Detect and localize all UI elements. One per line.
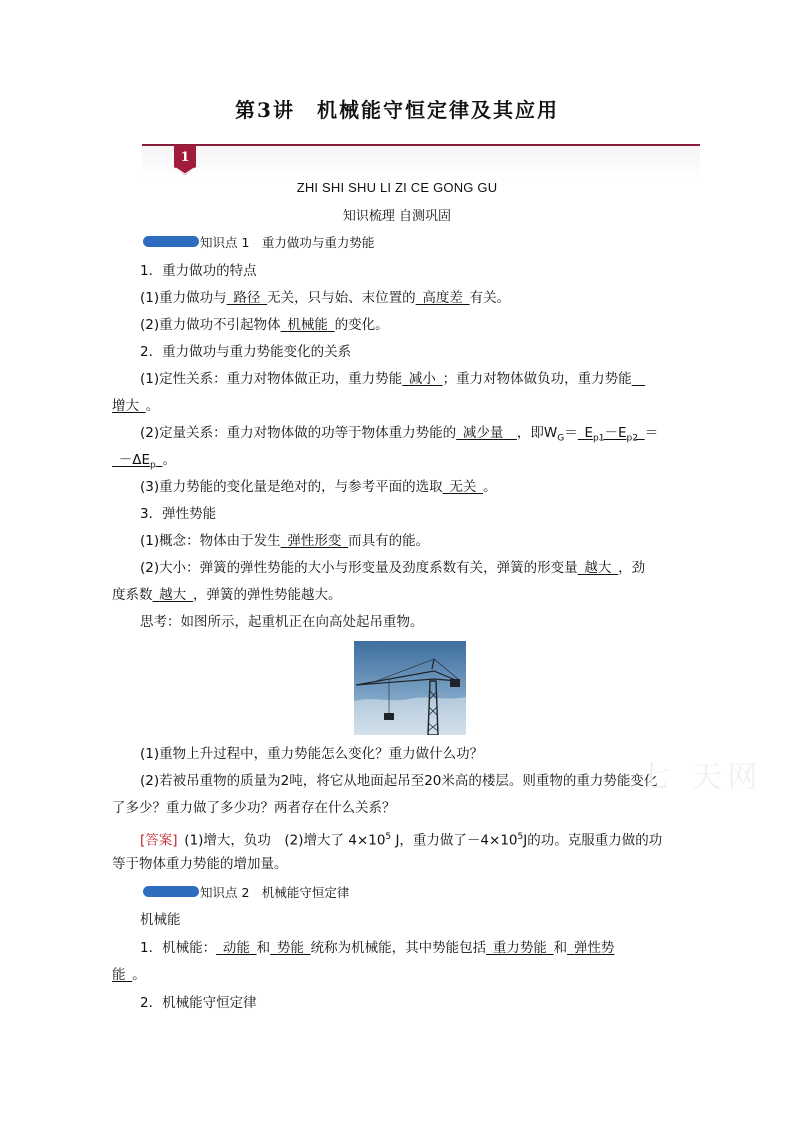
blank-height-diff: 高度差 <box>422 290 463 306</box>
heading-3: 3．弹性势能 <box>140 506 217 522</box>
kp2-heading-2: 2．机械能守恒定律 <box>140 995 257 1011</box>
knowledge-point-1-label: 知识点 1 重力做功与重力势能 <box>200 235 375 250</box>
answer-cont: 等于物体重力势能的增加量。 <box>112 856 288 872</box>
section-number-badge <box>174 145 196 175</box>
answer: [答案] (1)增大，负功 (2)增大了 $4\times 10^5$ J，重力做了$-4\times 10^5J$的功。克服重力做的功 <box>140 832 663 849</box>
think-prompt: 思考：如图所示，起重机正在向高处起吊重物。 <box>140 614 424 630</box>
knowledge-point-1-pill <box>143 236 199 247</box>
line-2-2: (2)定量关系：重力对物体做的功等于物体重力势能的 减少量 ，即$W_G=$ $E_{p1}-E_{p2}$ ＝ <box>140 425 659 444</box>
line-2-1-cont: 增大 。 <box>112 398 160 414</box>
section-rule <box>142 144 700 146</box>
kp2-line-1-cont: 能 。 <box>112 967 146 983</box>
line-3-2-cont: 度系数 越大 ，弹簧的弹性势能越大。 <box>112 587 342 603</box>
page-title: 第3讲 机械能守恒定律及其应用 <box>235 98 559 122</box>
section-subtitle: 知识梳理 自测巩固 <box>342 209 452 224</box>
answer-tag: [答案] <box>140 832 178 849</box>
heading-2: 2．重力做功与重力势能变化的关系 <box>140 344 352 360</box>
question-1: (1)重物上升过程中，重力势能怎么变化？重力做什么功？ <box>140 746 484 762</box>
section-number: 1 <box>180 150 190 165</box>
line-2-1: (1)定性关系：重力对物体做正功，重力势能 减小 ；重力对物体做负功，重力势能 <box>140 371 632 387</box>
question-2-cont: 了多少？重力做了多少功？两者存在什么关系？ <box>112 800 396 816</box>
line-3-2: (2)大小：弹簧的弹性势能的大小与形变量及劲度系数有关，弹簧的形变量 越大 ，劲 <box>140 560 646 576</box>
section-pinyin: ZHI SHI SHU LI ZI CE GONG GU <box>296 180 498 195</box>
line-2-2-cont: $-\Delta E_p$ 。 <box>118 452 176 471</box>
line-1-1: (1)重力做功与 路径 无关，只与始、末位置的 高度差 有关。 <box>140 290 511 306</box>
question-2: (2)若被吊重物的质量为2吨，将它从地面起吊至20米高的楼层。则重物的重力势能变化 <box>140 773 658 789</box>
suspended-load <box>384 713 394 720</box>
line-2-3: (3)重力势能的变化量是绝对的，与参考平面的选取 无关 。 <box>140 479 497 495</box>
line-3-1: (1)概念：物体由于发生 弹性形变 而具有的能。 <box>140 533 430 549</box>
kp2-heading: 机械能 <box>140 912 181 928</box>
section-band <box>142 144 700 178</box>
crane-photo <box>354 641 466 735</box>
counterweight <box>450 679 460 687</box>
line-1-2: (2)重力做功不引起物体 机械能 的变化。 <box>140 317 389 333</box>
cloud-band <box>354 697 466 735</box>
heading-1: 1．重力做功的特点 <box>140 263 257 279</box>
knowledge-point-2-label: 知识点 2 机械能守恒定律 <box>200 885 350 900</box>
watermark: 七 天网 <box>640 760 764 795</box>
knowledge-point-2-pill <box>143 886 199 897</box>
blank-path: 路径 <box>233 290 261 306</box>
kp2-line-1: 1．机械能： 动能 和 势能 统称为机械能，其中势能包括 重力势能 和 弹性势 <box>140 940 615 956</box>
